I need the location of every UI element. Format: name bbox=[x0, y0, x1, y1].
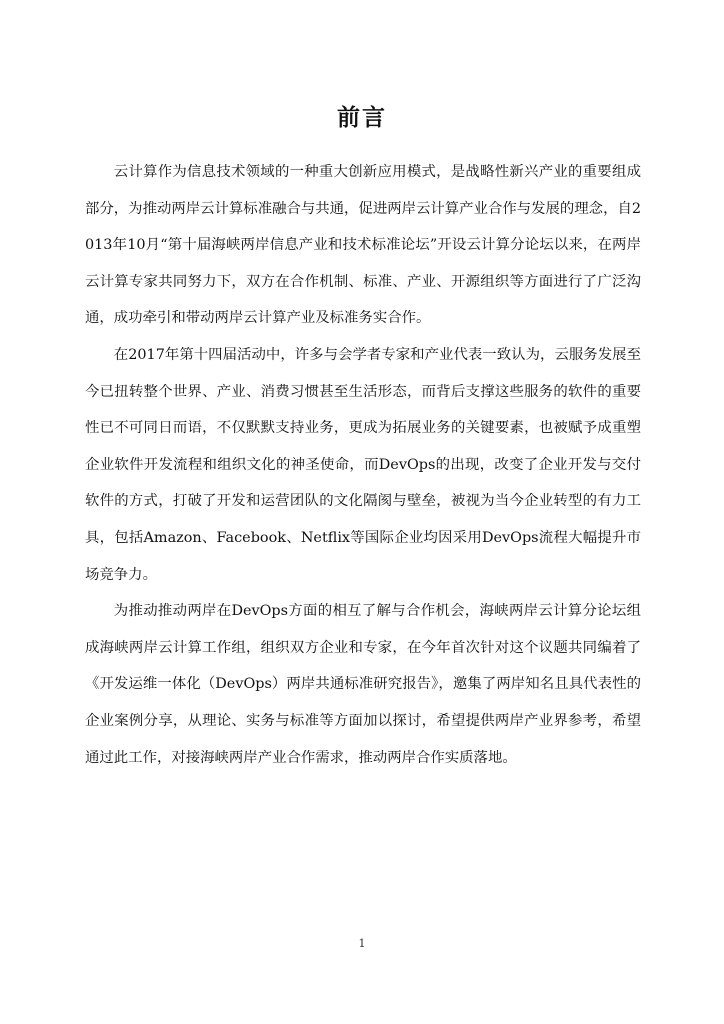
paragraph-2: 在2017年第十四届活动中，许多与会学者专家和产业代表一致认为，云服务发展至今已扭转整个世界、产业、消费习惯甚至生活形态，而背后支撑这些服务的软件的重要性已不可同日而语，不仅默默支持业务，更成为拓展业务的关键要素，也被赋予成重塑企业软件开发流程和组织文化的神圣使命，而DevOps的出现，改变了企业开发与交付软件的方式，打破了开发和运营团队的文化隔阂与壁垒，被视为当今企业转型的有力工具，包括Amazon、Facebook、Netflix等国际企业均因采用DevOps流程大幅提升市场竞争力。 bbox=[85, 346, 641, 583]
paragraph-3: 为推动推动两岸在DevOps方面的相互了解与合作机会，海峡两岸云计算分论坛组成海峡两岸云计算工作组，组织双方企业和专家，在今年首次针对这个议题共同编着了《开发运维一体化（DevOps）两岸共通标准研究报告》，邀集了两岸知名且具代表性的企业案例分享，从理论、实务与标准等方面加以探讨，希望提供两岸产业界参考，希望通过此工作，对接海峡两岸产业合作需求，推动两岸合作实质落地。 bbox=[85, 603, 641, 766]
page-number: 1 bbox=[358, 937, 366, 950]
paragraph-1: 云计算作为信息技术领域的一种重大创新应用模式，是战略性新兴产业的重要组成部分，为推动两岸云计算标准融合与共通，促进两岸云计算产业合作与发展的理念，自2013年10月“第十届海峡两岸信息产业和技术标准论坛”开设云计算分论坛以来，在两岸云计算专家共同努力下，双方在合作机制、标准、产业、开源组织等方面进行了广泛沟通，成功牵引和带动两岸云计算产业及标准务实合作。 bbox=[85, 164, 642, 327]
document-body bbox=[85, 154, 641, 776]
page-title: 前言 bbox=[337, 104, 387, 131]
